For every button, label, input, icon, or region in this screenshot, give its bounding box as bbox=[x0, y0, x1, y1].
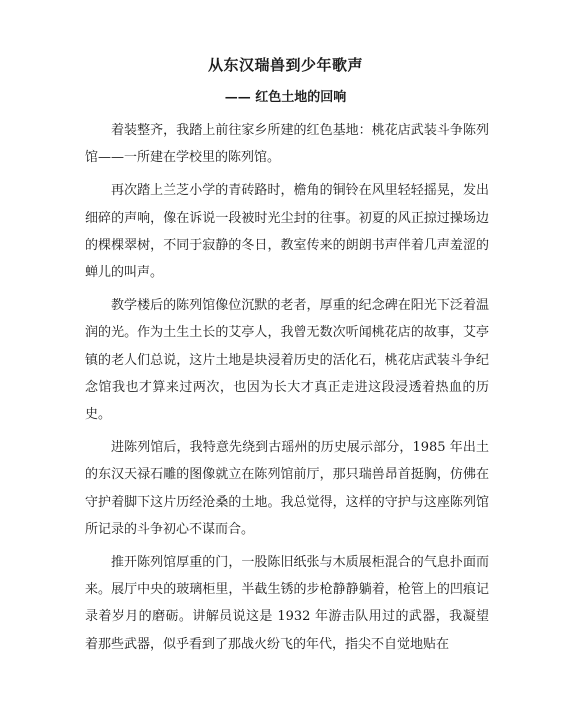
paragraph-1: 着装整齐，我踏上前往家乡所建的红色基地：桃花店武装斗争陈列馆——一所建在学校里的陈列馆。 bbox=[85, 123, 489, 166]
paragraph-4: 进陈列馆后，我特意先绕到古瑶州的历史展示部分，1985 年出土的东汉天禄石雕的图像就立在陈列馆前厅，那只瑞兽昂首挺胸，仿佛在守护着脚下这片历经沧桑的土地。我总觉得，这样的守护与这座陈列馆所记录的斗争初心不谋而合。 bbox=[85, 440, 489, 537]
document-subtitle: —— 红色土地的回响 bbox=[224, 90, 347, 105]
paragraph-2: 再次踏上兰芝小学的青砖路时，檐角的铜铃在风里轻轻摇晃，发出细碎的声响，像在诉说一段被时光尘封的往事。初夏的风正掠过操场边的棵棵翠树，不同于寂静的冬日，教室传来的朗朗书声伴着几声羞涩的蝉儿的叫声。 bbox=[85, 183, 489, 281]
paragraph-3: 教学楼后的陈列馆像位沉默的老者，厚重的纪念碑在阳光下泛着温润的光。作为土生土长的艾亭人，我曾无数次听闻桃花店的故事，艾亭镇的老人们总说，这片土地是块浸着历史的活化石，桃花店武装斗争纪念馆我也才算来过两次，也因为长大才真正走进这段浸透着热血的历史。 bbox=[85, 298, 489, 423]
document-title: 从东汉瑞兽到少年歌声 bbox=[207, 56, 363, 74]
document-body bbox=[85, 117, 489, 664]
paragraph-5: 推开陈列馆厚重的门，一股陈旧纸张与木质展柜混合的气息扑面而来。展厅中央的玻璃柜里，半截生锈的步枪静静躺着，枪管上的凹痕记录着岁月的磨砺。讲解员说这是 1932 年游击队用过的武器，我凝望着那些武器，似乎看到了那战火纷飞的年代，指尖不自觉地贴在 bbox=[85, 555, 489, 652]
